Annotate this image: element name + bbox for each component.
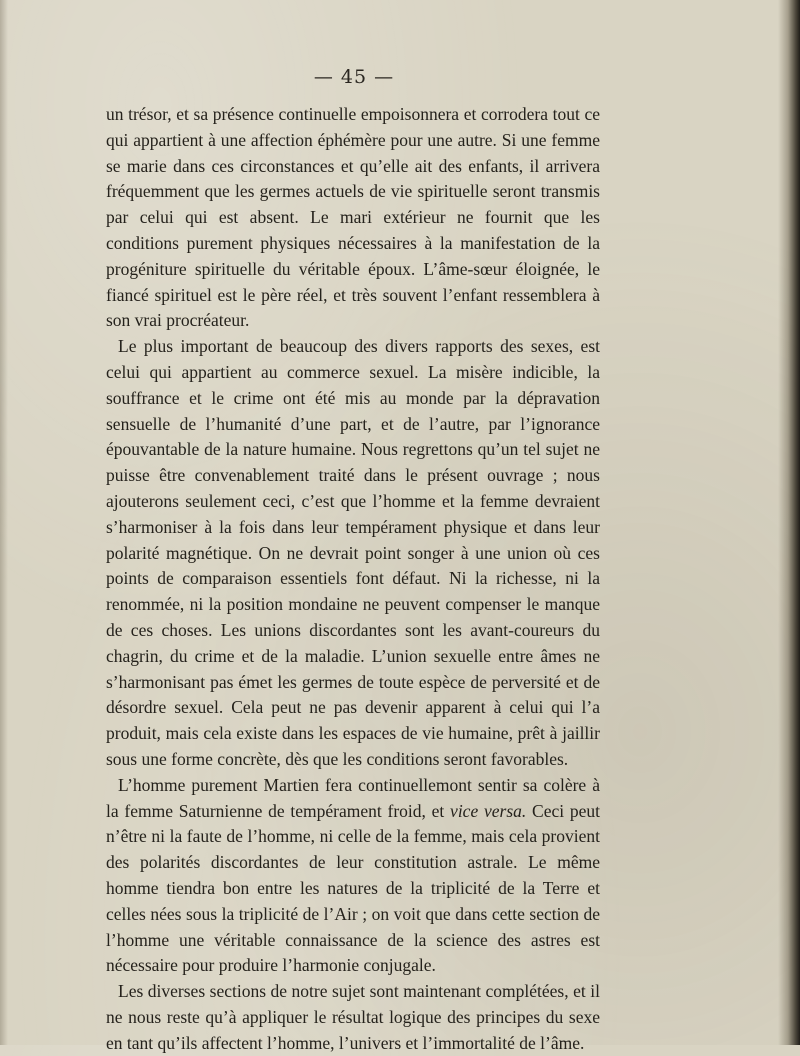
body-text [106, 102, 600, 1056]
paragraph-3 [106, 773, 600, 979]
paragraph-2 [106, 334, 600, 773]
text-run: L’homme purement Martien fera continuellemont sentir sa colère à la femme Saturnienne de tempérament froid, et [106, 774, 600, 821]
italic-phrase: vice versa. [450, 800, 527, 821]
page-gutter-shadow [0, 0, 8, 1045]
page-number: — 45 — [313, 66, 395, 88]
text-run: Ceci peut n’être ni la faute de l’homme, ni celle de la femme, mais cela provient des polarités discordantes de leur constitution astrale. Le même homme tiendra bon entre les natures de la triplicité de la Terre et celles nées sous la triplicité de l’Air ; on voit que dans cette section de l’homme une véritable connaissance de la science des astres est nécessaire pour produire l’harmonie conjugale. [106, 800, 600, 976]
text-run: un trésor, et sa présence continuelle empoisonnera et corrodera tout ce qui appartient à une affection éphémère pour une autre. Si une femme se marie dans ces circonstances et qu’elle ait des enfants, il arrivera fréquemment que les germes actuels de vie spirituelle seront transmis par celui qui est absent. Le mari extérieur ne fournit que les conditions purement physiques nécessaires à la manifestation de la progéniture spirituelle du véritable époux. L’âme-sœur éloignée, le fiancé spirituel est le père réel, et très souvent l’enfant ressemblera à son vrai procréateur. [106, 104, 600, 331]
text-run: Le plus important de beaucoup des divers rapports des sexes, est celui qui appartient au commerce sexuel. La misère indicible, la souffrance et le crime ont été mis au monde par la dépravation sensuelle de l’humanité d’une part, et de l’autre, par l’ignorance épouvantable de la nature humaine. Nous regrettons qu’un tel sujet ne puisse être convenablement traité dans le présent ouvrage ; nous ajouterons seulement ceci, c’est que l’homme et la femme devraient s’harmoniser à la fois dans leur tempérament physique et dans leur polarité magnétique. On ne devrait point songer à une union où ces points de comparaison essentiels font défaut. Ni la richesse, ni la renommée, ni la position mondaine ne peuvent compenser le manque de ces choses. Les unions discordantes sont les avant-coureurs du chagrin, du crime et de la maladie. L’union sexuelle entre âmes ne s’harmonisant pas émet les germes de toute espèce de perversité et de désordre sexuel. Cela peut ne pas devenir apparent à celui qui l’a produit, mais cela existe dans les espaces de vie humaine, prêt à jaillir sous une forme concrète, dès que les conditions seront favorables. [106, 336, 600, 769]
paragraph-1 [106, 102, 600, 334]
page-edge-shadow [778, 0, 800, 1045]
paragraph-4 [106, 979, 600, 1056]
text-run: Les diverses sections de notre sujet sont maintenant complétées, et il ne nous reste qu’à appliquer le résultat logique des principes du sexe en tant qu’ils affectent l’homme, l’univers et l’immortalité de l’âme. [106, 981, 600, 1053]
